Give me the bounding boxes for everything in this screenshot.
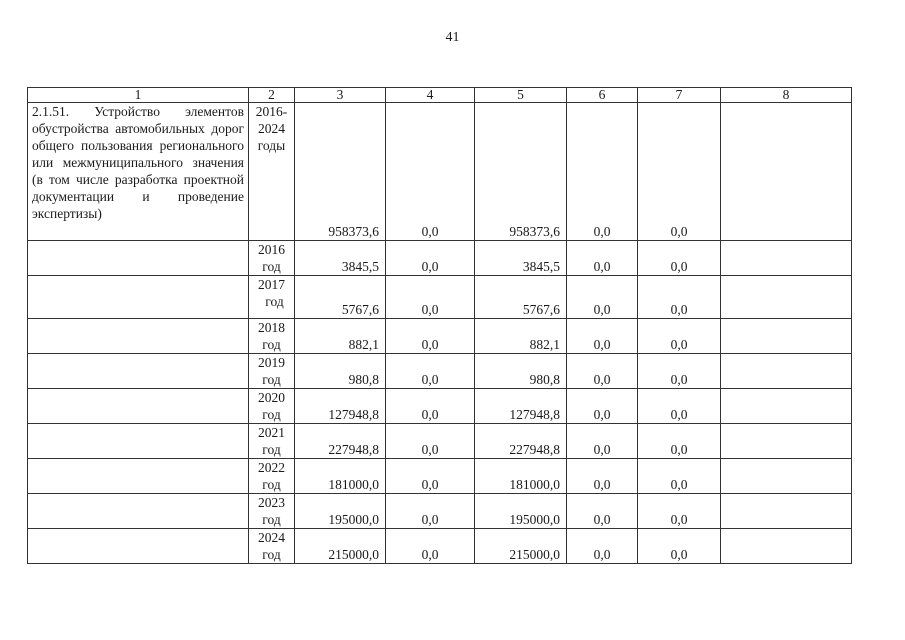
budget-table: [27, 87, 852, 564]
cell-col6: 0,0: [567, 389, 638, 424]
row-year: 2024: [258, 530, 285, 545]
column-header-1: 1: [28, 88, 249, 103]
cell-period: [249, 319, 295, 354]
cell-col3: 195000,0: [295, 494, 386, 529]
cell-description: [28, 276, 249, 319]
cell-period: [249, 241, 295, 276]
cell-col5: 882,1: [475, 319, 567, 354]
cell-total-col3: 958373,6: [295, 103, 386, 241]
cell-col6: 0,0: [567, 319, 638, 354]
table-header-row: [28, 88, 852, 103]
table-row: [28, 494, 852, 529]
cell-col7: 0,0: [638, 389, 721, 424]
cell-col3: 882,1: [295, 319, 386, 354]
cell-col5: 127948,8: [475, 389, 567, 424]
row-year-unit: год: [262, 512, 281, 527]
cell-description: [28, 494, 249, 529]
row-year: 2019: [258, 355, 285, 370]
row-year-unit: год: [262, 407, 281, 422]
cell-col3: 127948,8: [295, 389, 386, 424]
column-header-5: 5: [475, 88, 567, 103]
cell-col5: 181000,0: [475, 459, 567, 494]
cell-col7: 0,0: [638, 459, 721, 494]
table-row: [28, 319, 852, 354]
cell-description: [28, 424, 249, 459]
row-year-unit: год: [265, 294, 284, 309]
row-year-unit: год: [262, 337, 281, 352]
cell-col5: 980,8: [475, 354, 567, 389]
cell-col8: [721, 494, 852, 529]
cell-col3: 980,8: [295, 354, 386, 389]
cell-description: [28, 529, 249, 564]
page-number: 41: [445, 30, 460, 45]
cell-col8: [721, 424, 852, 459]
row-year: 2020: [258, 390, 285, 405]
cell-col5: 3845,5: [475, 241, 567, 276]
column-header-2: 2: [249, 88, 295, 103]
cell-col5: 227948,8: [475, 424, 567, 459]
row-year-unit: год: [262, 442, 281, 457]
row-year-unit: год: [262, 477, 281, 492]
row-year: 2017: [258, 277, 285, 292]
cell-period: [249, 276, 295, 319]
row-year-unit: год: [262, 547, 281, 562]
cell-col6: 0,0: [567, 354, 638, 389]
cell-col4: 0,0: [386, 424, 475, 459]
cell-total-col5: 958373,6: [475, 103, 567, 241]
table-row: [28, 424, 852, 459]
cell-col4: 0,0: [386, 459, 475, 494]
row-year: 2018: [258, 320, 285, 335]
cell-col5: 215000,0: [475, 529, 567, 564]
row-year: 2023: [258, 495, 285, 510]
cell-col7: 0,0: [638, 494, 721, 529]
cell-total-col4: 0,0: [386, 103, 475, 241]
cell-col4: 0,0: [386, 319, 475, 354]
cell-col4: 0,0: [386, 241, 475, 276]
cell-col3: 215000,0: [295, 529, 386, 564]
table-row: [28, 241, 852, 276]
cell-col5: 5767,6: [475, 276, 567, 319]
cell-col7: 0,0: [638, 241, 721, 276]
table-row: [28, 276, 852, 319]
cell-col8: [721, 459, 852, 494]
cell-col4: 0,0: [386, 276, 475, 319]
cell-col7: 0,0: [638, 276, 721, 319]
column-header-6: 6: [567, 88, 638, 103]
cell-col5: 195000,0: [475, 494, 567, 529]
cell-period: [249, 494, 295, 529]
item-period: 2016-2024 годы: [249, 103, 295, 241]
row-year: 2022: [258, 460, 285, 475]
cell-description: [28, 319, 249, 354]
cell-col8: [721, 319, 852, 354]
cell-col4: 0,0: [386, 494, 475, 529]
cell-col8: [721, 276, 852, 319]
table-row: [28, 389, 852, 424]
cell-period: [249, 424, 295, 459]
table-row: [28, 354, 852, 389]
cell-total-col7: 0,0: [638, 103, 721, 241]
column-header-7: 7: [638, 88, 721, 103]
cell-col4: 0,0: [386, 389, 475, 424]
cell-col7: 0,0: [638, 424, 721, 459]
row-year-unit: год: [262, 259, 281, 274]
table-row: [28, 529, 852, 564]
cell-col6: 0,0: [567, 529, 638, 564]
cell-col8: [721, 389, 852, 424]
cell-period: [249, 459, 295, 494]
cell-period: [249, 389, 295, 424]
cell-col4: 0,0: [386, 354, 475, 389]
row-year: 2021: [258, 425, 285, 440]
table-row-main: [28, 103, 852, 241]
cell-total-col6: 0,0: [567, 103, 638, 241]
cell-col8: [721, 241, 852, 276]
cell-col6: 0,0: [567, 459, 638, 494]
cell-period: [249, 529, 295, 564]
cell-col7: 0,0: [638, 529, 721, 564]
cell-col3: 5767,6: [295, 276, 386, 319]
cell-col7: 0,0: [638, 319, 721, 354]
cell-col3: 181000,0: [295, 459, 386, 494]
cell-col6: 0,0: [567, 494, 638, 529]
cell-col7: 0,0: [638, 354, 721, 389]
column-header-4: 4: [386, 88, 475, 103]
table-row: [28, 459, 852, 494]
cell-col3: 3845,5: [295, 241, 386, 276]
cell-col8: [721, 529, 852, 564]
row-year: 2016: [258, 242, 285, 257]
cell-description: [28, 354, 249, 389]
cell-total-col8: [721, 103, 852, 241]
cell-col6: 0,0: [567, 241, 638, 276]
cell-col4: 0,0: [386, 529, 475, 564]
column-header-3: 3: [295, 88, 386, 103]
column-header-8: 8: [721, 88, 852, 103]
cell-description: [28, 389, 249, 424]
row-year-unit: год: [262, 372, 281, 387]
item-description: 2.1.51. Устройство элементов обустройства автомобильных дорог общего пользования регионального или межмуниципального значения (в том числе разработка проектной документации и проведение экспертизы): [28, 103, 249, 241]
cell-col6: 0,0: [567, 424, 638, 459]
cell-description: [28, 459, 249, 494]
cell-col6: 0,0: [567, 276, 638, 319]
cell-col8: [721, 354, 852, 389]
cell-col3: 227948,8: [295, 424, 386, 459]
cell-description: [28, 241, 249, 276]
cell-period: [249, 354, 295, 389]
